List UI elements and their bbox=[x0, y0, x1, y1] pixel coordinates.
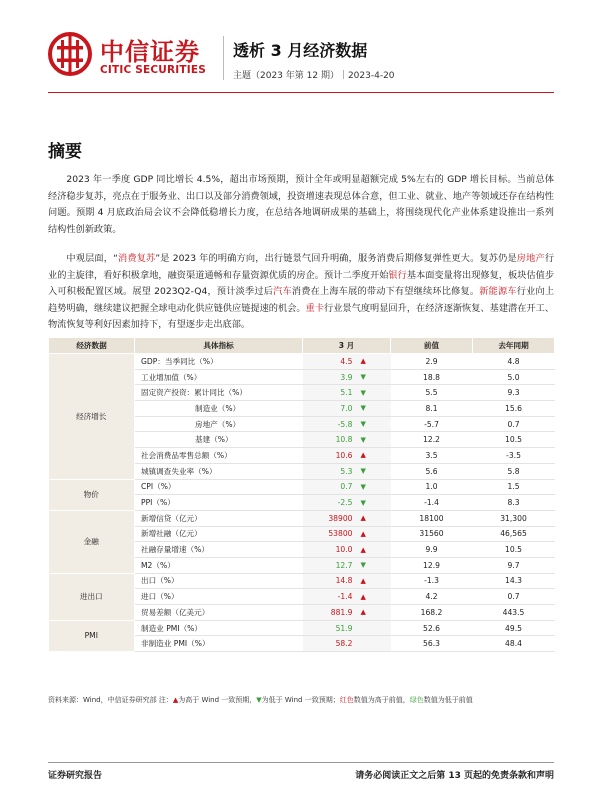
march-value-cell: 7.0 bbox=[303, 401, 359, 417]
year-ago-value-cell: 10.5 bbox=[473, 432, 555, 448]
march-value-cell: 5.1 bbox=[303, 385, 359, 401]
text-span: 行业景气度明显回升，在经济逐渐恢复、基建潜在开工、物流恢复等利好因素加持下，有望逐步走出底部。 bbox=[48, 302, 555, 330]
text-span: 中观层面，“ bbox=[66, 253, 118, 264]
text-span: 数值为低于前值 bbox=[423, 696, 473, 704]
march-value-cell: 4.5 bbox=[303, 354, 359, 370]
previous-value-cell: 8.1 bbox=[391, 401, 473, 417]
previous-value-cell: 52.6 bbox=[391, 620, 473, 636]
previous-value-cell: -5.7 bbox=[391, 416, 473, 432]
previous-value-cell: 12.9 bbox=[391, 557, 473, 573]
previous-value-cell: 12.2 bbox=[391, 432, 473, 448]
year-ago-value-cell: 31,300 bbox=[473, 510, 555, 526]
report-title: 透析 3 月经济数据 bbox=[233, 41, 368, 60]
down-arrow-icon: ▼ bbox=[359, 495, 391, 511]
legend-red-text: 红色 bbox=[339, 696, 354, 704]
march-value-cell: 12.7 bbox=[303, 557, 359, 573]
previous-value-cell: 2.9 bbox=[391, 354, 473, 370]
logo-chinese-text: 中信证券 bbox=[100, 38, 200, 66]
indicator-cell: M2（%） bbox=[135, 557, 303, 573]
year-ago-value-cell: 49.5 bbox=[473, 620, 555, 636]
indicator-cell: 非制造业 PMI（%） bbox=[135, 636, 303, 652]
indicator-cell: 工业增加值（%） bbox=[135, 369, 303, 385]
year-ago-value-cell: 5.0 bbox=[473, 369, 555, 385]
text-span: 为低于 Wind 一致预期； bbox=[261, 696, 340, 704]
table-header-row bbox=[49, 338, 555, 354]
down-arrow-icon: ▼ bbox=[359, 432, 391, 448]
table-row bbox=[49, 354, 555, 370]
legend-green-text: 绿色 bbox=[409, 696, 424, 704]
march-value-cell: -5.8 bbox=[303, 416, 359, 432]
highlight-bank: 银行 bbox=[388, 269, 407, 281]
indicator-cell: PPI（%） bbox=[135, 495, 303, 511]
march-value-cell: 10.6 bbox=[303, 448, 359, 464]
up-arrow-icon: ▲ bbox=[359, 526, 391, 542]
footer-rule bbox=[48, 762, 554, 763]
year-ago-value-cell: 48.4 bbox=[473, 636, 555, 652]
economic-data-table bbox=[48, 337, 555, 652]
down-arrow-icon: ▼ bbox=[359, 385, 391, 401]
indicator-cell: 房地产（%） bbox=[135, 416, 303, 432]
previous-value-cell: 5.6 bbox=[391, 463, 473, 479]
indicator-cell: 城镇调查失业率（%） bbox=[135, 463, 303, 479]
march-value-cell: 10.8 bbox=[303, 432, 359, 448]
group-label: 经济增长 bbox=[49, 354, 135, 480]
indicator-cell: 贸易差额（亿美元） bbox=[135, 605, 303, 621]
logo-english-text: CITIC SECURITIES bbox=[100, 64, 207, 76]
down-arrow-icon: ▼ bbox=[359, 369, 391, 385]
up-arrow-icon: ▲ bbox=[359, 354, 391, 370]
down-arrow-icon: ▼ bbox=[359, 416, 391, 432]
down-arrow-icon: ▼ bbox=[359, 463, 391, 479]
year-ago-value-cell: 10.5 bbox=[473, 542, 555, 558]
group-label: PMI bbox=[49, 620, 135, 651]
previous-value-cell: 1.0 bbox=[391, 479, 473, 495]
previous-value-cell: 56.3 bbox=[391, 636, 473, 652]
header-rule bbox=[48, 92, 554, 93]
text-span: 消费在上海车展的带动下有望继续环比修复。 bbox=[291, 286, 480, 297]
year-ago-value-cell: 1.5 bbox=[473, 479, 555, 495]
year-ago-value-cell: 14.3 bbox=[473, 573, 555, 589]
year-ago-value-cell: 46,565 bbox=[473, 526, 555, 542]
down-arrow-icon: ▼ bbox=[359, 557, 391, 573]
previous-value-cell: -1.4 bbox=[391, 495, 473, 511]
footer-label: 证券研究报告 bbox=[48, 771, 103, 781]
highlight-auto: 汽车 bbox=[273, 286, 292, 297]
text-span: 行业的主旋律，看好积极拿地，融资渠道通畅和存量资源优质的房企。预计二季度开始 bbox=[48, 253, 555, 281]
march-value-cell: 51.9 bbox=[303, 620, 359, 636]
previous-value-cell: 18.8 bbox=[391, 369, 473, 385]
year-ago-value-cell: 5.8 bbox=[473, 463, 555, 479]
highlight-real-estate: 房地产 bbox=[516, 253, 545, 264]
march-value-cell: 881.9 bbox=[303, 605, 359, 621]
down-arrow-icon bbox=[359, 620, 391, 636]
march-value-cell: 0.7 bbox=[303, 479, 359, 495]
down-arrow-icon: ▼ bbox=[359, 479, 391, 495]
down-arrow-icon bbox=[359, 636, 391, 652]
down-arrow-icon: ▼ bbox=[256, 696, 262, 704]
indicator-cell: 固定资产投资：累计同比（%） bbox=[135, 385, 303, 401]
indicator-cell: 社融存量增速（%） bbox=[135, 542, 303, 558]
highlight-heavy-truck: 重卡 bbox=[305, 302, 325, 314]
text-span: 为高于 Wind 一致预期， bbox=[178, 696, 257, 704]
indicator-cell: 社会消费品零售总额（%） bbox=[135, 448, 303, 464]
header-year-ago: 去年同期 bbox=[473, 338, 555, 354]
table-row bbox=[49, 510, 555, 526]
march-value-cell: 10.0 bbox=[303, 542, 359, 558]
year-ago-value-cell: 0.7 bbox=[473, 416, 555, 432]
year-ago-value-cell: 15.6 bbox=[473, 401, 555, 417]
year-ago-value-cell: 443.5 bbox=[473, 605, 555, 621]
year-ago-value-cell: -3.5 bbox=[473, 448, 555, 464]
footer-disclaimer: 请务必阅读正文之后第 13 页起的免责条款和声明 bbox=[355, 771, 554, 781]
previous-value-cell: 5.5 bbox=[391, 385, 473, 401]
header-indicator: 具体指标 bbox=[135, 338, 303, 354]
summary-title: 摘要 bbox=[48, 142, 82, 162]
indicator-cell: 出口（%） bbox=[135, 573, 303, 589]
highlight-consumption: 消费复苏 bbox=[117, 253, 156, 264]
previous-value-cell: 31560 bbox=[391, 526, 473, 542]
march-value-cell: 3.9 bbox=[303, 369, 359, 385]
year-ago-value-cell: 4.8 bbox=[473, 354, 555, 370]
text-span: 数值为高于前值， bbox=[353, 696, 410, 704]
group-label: 进出口 bbox=[49, 573, 135, 620]
march-value-cell: 53800 bbox=[303, 526, 359, 542]
year-ago-value-cell: 9.7 bbox=[473, 557, 555, 573]
march-value-cell: 38900 bbox=[303, 510, 359, 526]
up-arrow-icon: ▲ bbox=[359, 605, 391, 621]
citic-logo bbox=[48, 30, 218, 82]
previous-value-cell: 4.2 bbox=[391, 589, 473, 605]
group-label: 金融 bbox=[49, 510, 135, 573]
header-previous: 前值 bbox=[391, 338, 473, 354]
year-ago-value-cell: 0.7 bbox=[473, 589, 555, 605]
text-span: 基本面变量将出现修复，板块估值步入可积极配置区域。展望 2023Q2-Q4，预计淡季过后 bbox=[48, 269, 555, 297]
citic-logo-mark-icon bbox=[48, 32, 92, 76]
highlight-nev: 新能源车 bbox=[479, 286, 517, 297]
text-span: 资料来源：Wind，中信证券研究部 注： bbox=[48, 696, 173, 704]
text-span: 行业向上趋势明确，继续建议把握全球电动化供应链供应链提速的机会。 bbox=[48, 286, 555, 314]
report-header bbox=[48, 30, 554, 92]
up-arrow-icon: ▲ bbox=[359, 448, 391, 464]
indicator-cell: 制造业（%） bbox=[135, 401, 303, 417]
march-value-cell: 5.3 bbox=[303, 463, 359, 479]
table-row bbox=[49, 573, 555, 589]
text-span: ”是 2023 年的明确方向，出行链景气回升明确，服务消费后期修复弹性更大。复苏仍是 bbox=[155, 253, 517, 264]
up-arrow-icon: ▲ bbox=[359, 510, 391, 526]
header-divider bbox=[223, 36, 224, 80]
up-arrow-icon: ▲ bbox=[359, 542, 391, 558]
table-row bbox=[49, 620, 555, 636]
march-value-cell: 58.2 bbox=[303, 636, 359, 652]
indicator-cell: CPI（%） bbox=[135, 479, 303, 495]
march-value-cell: -1.4 bbox=[303, 589, 359, 605]
header-economic-data: 经济数据 bbox=[49, 338, 135, 354]
year-ago-value-cell: 9.3 bbox=[473, 385, 555, 401]
table-body bbox=[49, 354, 555, 652]
indicator-cell: 进口（%） bbox=[135, 589, 303, 605]
march-value-cell: -2.5 bbox=[303, 495, 359, 511]
down-arrow-icon: ▼ bbox=[359, 401, 391, 417]
indicator-cell: 新增社融（亿元） bbox=[135, 526, 303, 542]
up-arrow-icon: ▲ bbox=[172, 696, 179, 704]
source-note bbox=[48, 695, 473, 705]
header-march: 3 月 bbox=[303, 338, 391, 354]
report-meta: 主题（2023 年第 12 期）｜2023-4-20 bbox=[233, 71, 395, 81]
previous-value-cell: 9.9 bbox=[391, 542, 473, 558]
previous-value-cell: -1.3 bbox=[391, 573, 473, 589]
up-arrow-icon: ▲ bbox=[359, 573, 391, 589]
indicator-cell: 制造业 PMI（%） bbox=[135, 620, 303, 636]
march-value-cell: 14.8 bbox=[303, 573, 359, 589]
table-row bbox=[49, 479, 555, 495]
previous-value-cell: 168.2 bbox=[391, 605, 473, 621]
previous-value-cell: 3.5 bbox=[391, 448, 473, 464]
indicator-cell: GDP：当季同比（%） bbox=[135, 354, 303, 370]
year-ago-value-cell: 8.3 bbox=[473, 495, 555, 511]
indicator-cell: 新增信贷（亿元） bbox=[135, 510, 303, 526]
summary-paragraph-2 bbox=[48, 251, 554, 334]
up-arrow-icon: ▲ bbox=[359, 589, 391, 605]
indicator-cell: 基建（%） bbox=[135, 432, 303, 448]
summary-paragraph-1: 2023 年一季度 GDP 同比增长 4.5%，超出市场预期，预计全年或明显超额完成 5%左右的 GDP 增长目标。当前总体经济稳步复苏，亮点在于服务业、出口以及部分消费领域，投资增速表现总体合意，但工业、就业、地产等领域还存在结构性问题。预期 4 月底政治局会议不会降低稳增长力度，在总结各地调研成果的基础上，将围绕现代化产业体系建设推出一系列结构性创新政策。 bbox=[48, 174, 554, 235]
group-label: 物价 bbox=[49, 479, 135, 510]
previous-value-cell: 18100 bbox=[391, 510, 473, 526]
